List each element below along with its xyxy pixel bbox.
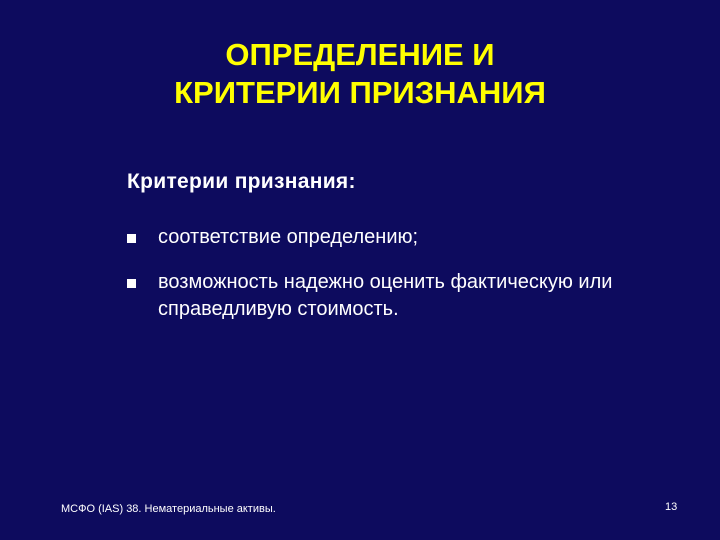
section-heading: Критерии признания:: [127, 170, 356, 193]
square-bullet-icon: [127, 279, 136, 288]
bullet-text: возможность надежно оценить фактическую или справедливую стоимость.: [158, 271, 613, 320]
slide-title: [0, 36, 720, 112]
slide-title-line-1: ОПРЕДЕЛЕНИЕ И: [225, 37, 495, 72]
bullet-text: соответствие определению;: [158, 226, 419, 248]
bullet-list: [127, 224, 687, 341]
bullet-item: [127, 224, 687, 251]
square-bullet-icon: [127, 234, 136, 243]
slide-title-line-2: КРИТЕРИИ ПРИЗНАНИЯ: [174, 75, 546, 110]
bullet-item: [127, 269, 687, 323]
page-number: 13: [665, 501, 678, 513]
footer-source: МСФО (IAS) 38. Нематериальные активы.: [61, 503, 276, 515]
